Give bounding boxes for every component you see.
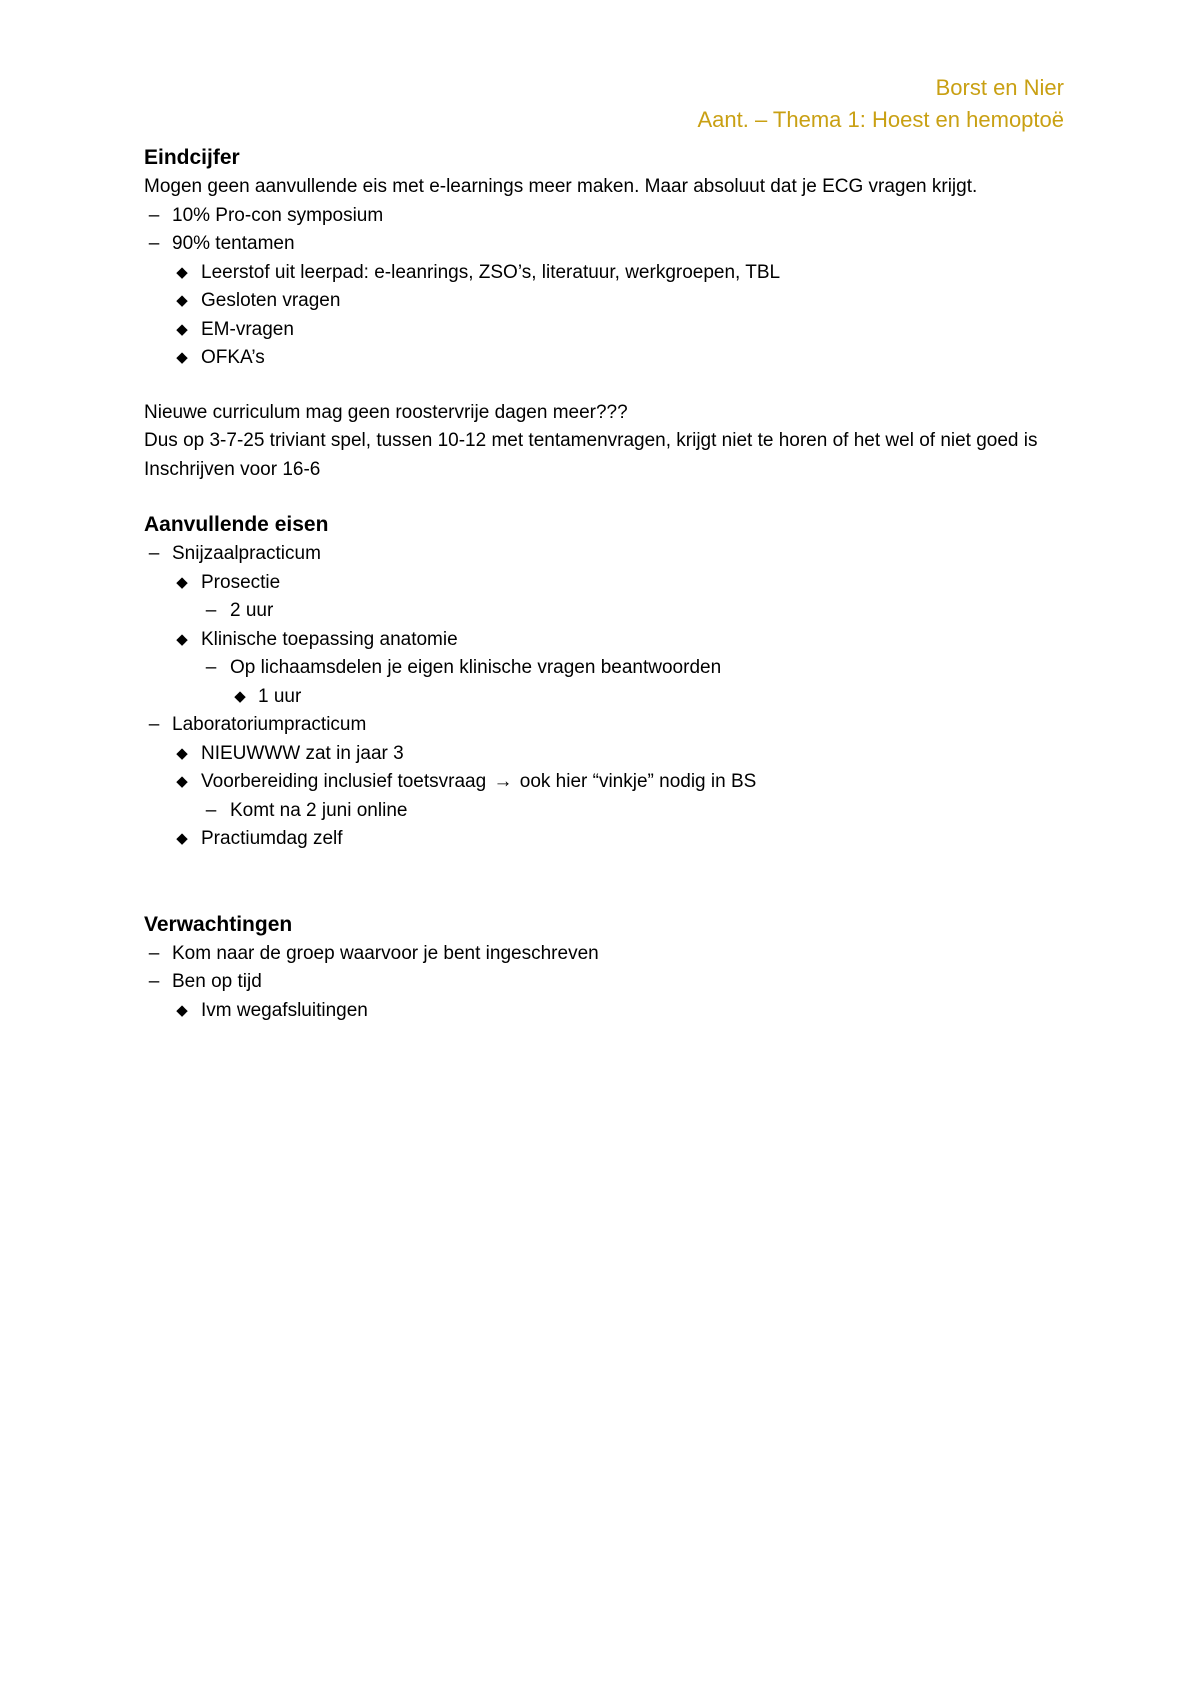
- list-item-text: ook hier “vinkje” nodig in BS: [519, 771, 757, 792]
- section-heading-eindcijfer: Eindcijfer: [144, 146, 240, 169]
- list-item-text: Snijzaalpracticum: [172, 543, 321, 564]
- triviant-note: Dus op 3-7-25 triviant spel, tussen 10-12 met tentamenvragen, krijgt niet te horen of het wel of niet goed is: [144, 430, 1038, 451]
- list-item: [144, 316, 1049, 345]
- list-item-text: Kom naar de groep waarvoor je bent ingeschreven: [172, 942, 599, 964]
- list-item: [144, 940, 1049, 969]
- list-item: [144, 344, 1049, 373]
- list-item-text: Leerstof uit leerpad: e-leanrings, ZSO’s, literatuur, werkgroepen, TBL: [201, 261, 781, 283]
- list-item: [144, 202, 1049, 231]
- list-item: [144, 597, 1049, 626]
- list-item: [144, 230, 1049, 259]
- list-item: [144, 711, 1049, 740]
- course-title: Borst en Nier: [935, 75, 1064, 100]
- diamond-bullet-icon: ◆: [176, 349, 188, 366]
- list-item: [144, 740, 1049, 769]
- list-item: [144, 287, 1049, 316]
- dash-marker: –: [148, 204, 160, 226]
- list-item-text: Klinische toepassing anatomie: [201, 628, 458, 650]
- section-heading-aanvullende-eisen: Aanvullende eisen: [144, 513, 329, 536]
- diamond-bullet-icon: ◆: [176, 1001, 188, 1019]
- diamond-bullet-icon: ◆: [176, 320, 188, 338]
- list-item-text: NIEUWWW zat in jaar 3: [201, 742, 404, 764]
- list-item: [144, 540, 1049, 569]
- arrow-right-icon: →: [493, 771, 513, 792]
- inschrijven-note: Inschrijven voor 16-6: [144, 458, 321, 480]
- list-item-text: 10% Pro-con symposium: [172, 204, 384, 226]
- list-item-text: Komt na 2 juni online: [230, 799, 408, 821]
- list-item: [144, 997, 1049, 1026]
- diamond-bullet-icon: ◆: [176, 263, 188, 281]
- list-item-text: Op lichaamsdelen je eigen klinische vragen beantwoorden: [230, 657, 722, 678]
- list-item: [144, 654, 1049, 683]
- list-item-text: Ben op tijd: [172, 971, 262, 992]
- document-header: [698, 72, 1065, 136]
- document-body: [144, 143, 1049, 1025]
- diamond-bullet-icon: ◆: [234, 687, 246, 705]
- dash-marker: –: [205, 799, 217, 821]
- dash-marker: –: [148, 543, 160, 564]
- list-item: [144, 968, 1049, 997]
- list-item-text: Gesloten vragen: [201, 290, 341, 311]
- dash-marker: –: [205, 657, 217, 678]
- list-item-text: Ivm wegafsluitingen: [201, 999, 368, 1021]
- list-item: [144, 797, 1049, 826]
- list-item: [144, 683, 1049, 712]
- diamond-bullet-icon: ◆: [176, 744, 188, 762]
- dash-marker: –: [205, 600, 217, 621]
- list-item: [144, 825, 1049, 854]
- list-item-text: Voorbereiding inclusief toetsvraag: [201, 771, 487, 792]
- dash-marker: –: [148, 942, 160, 964]
- list-item-text: 1 uur: [258, 685, 302, 707]
- list-item-text: Practiumdag zelf: [201, 828, 343, 849]
- diamond-bullet-icon: ◆: [176, 573, 188, 591]
- diamond-bullet-icon: ◆: [176, 292, 188, 309]
- list-item: [144, 259, 1049, 288]
- diamond-bullet-icon: ◆: [176, 773, 188, 790]
- diamond-bullet-icon: ◆: [176, 630, 188, 648]
- list-item-text: Laboratoriumpracticum: [172, 714, 367, 735]
- dash-marker: –: [148, 714, 160, 735]
- dash-marker: –: [148, 971, 160, 992]
- list-item: [144, 626, 1049, 655]
- list-item-text: 2 uur: [230, 600, 274, 621]
- list-item-text: OFKA’s: [201, 347, 265, 368]
- list-item-text: Prosectie: [201, 571, 281, 593]
- curriculum-note: Nieuwe curriculum mag geen roostervrije dagen meer???: [144, 401, 628, 423]
- document-subtitle: Aant. – Thema 1: Hoest en hemoptoë: [697, 107, 1064, 132]
- list-item-text: EM-vragen: [201, 318, 294, 340]
- diamond-bullet-icon: ◆: [176, 830, 188, 847]
- list-item-text: 90% tentamen: [172, 233, 295, 254]
- dash-marker: –: [148, 233, 160, 254]
- eindcijfer-intro: Mogen geen aanvullende eis met e-learnings meer maken. Maar absoluut dat je ECG vragen krijgt.: [144, 176, 978, 197]
- list-item: [144, 768, 1049, 797]
- list-item: [144, 569, 1049, 598]
- section-heading-verwachtingen: Verwachtingen: [144, 912, 293, 936]
